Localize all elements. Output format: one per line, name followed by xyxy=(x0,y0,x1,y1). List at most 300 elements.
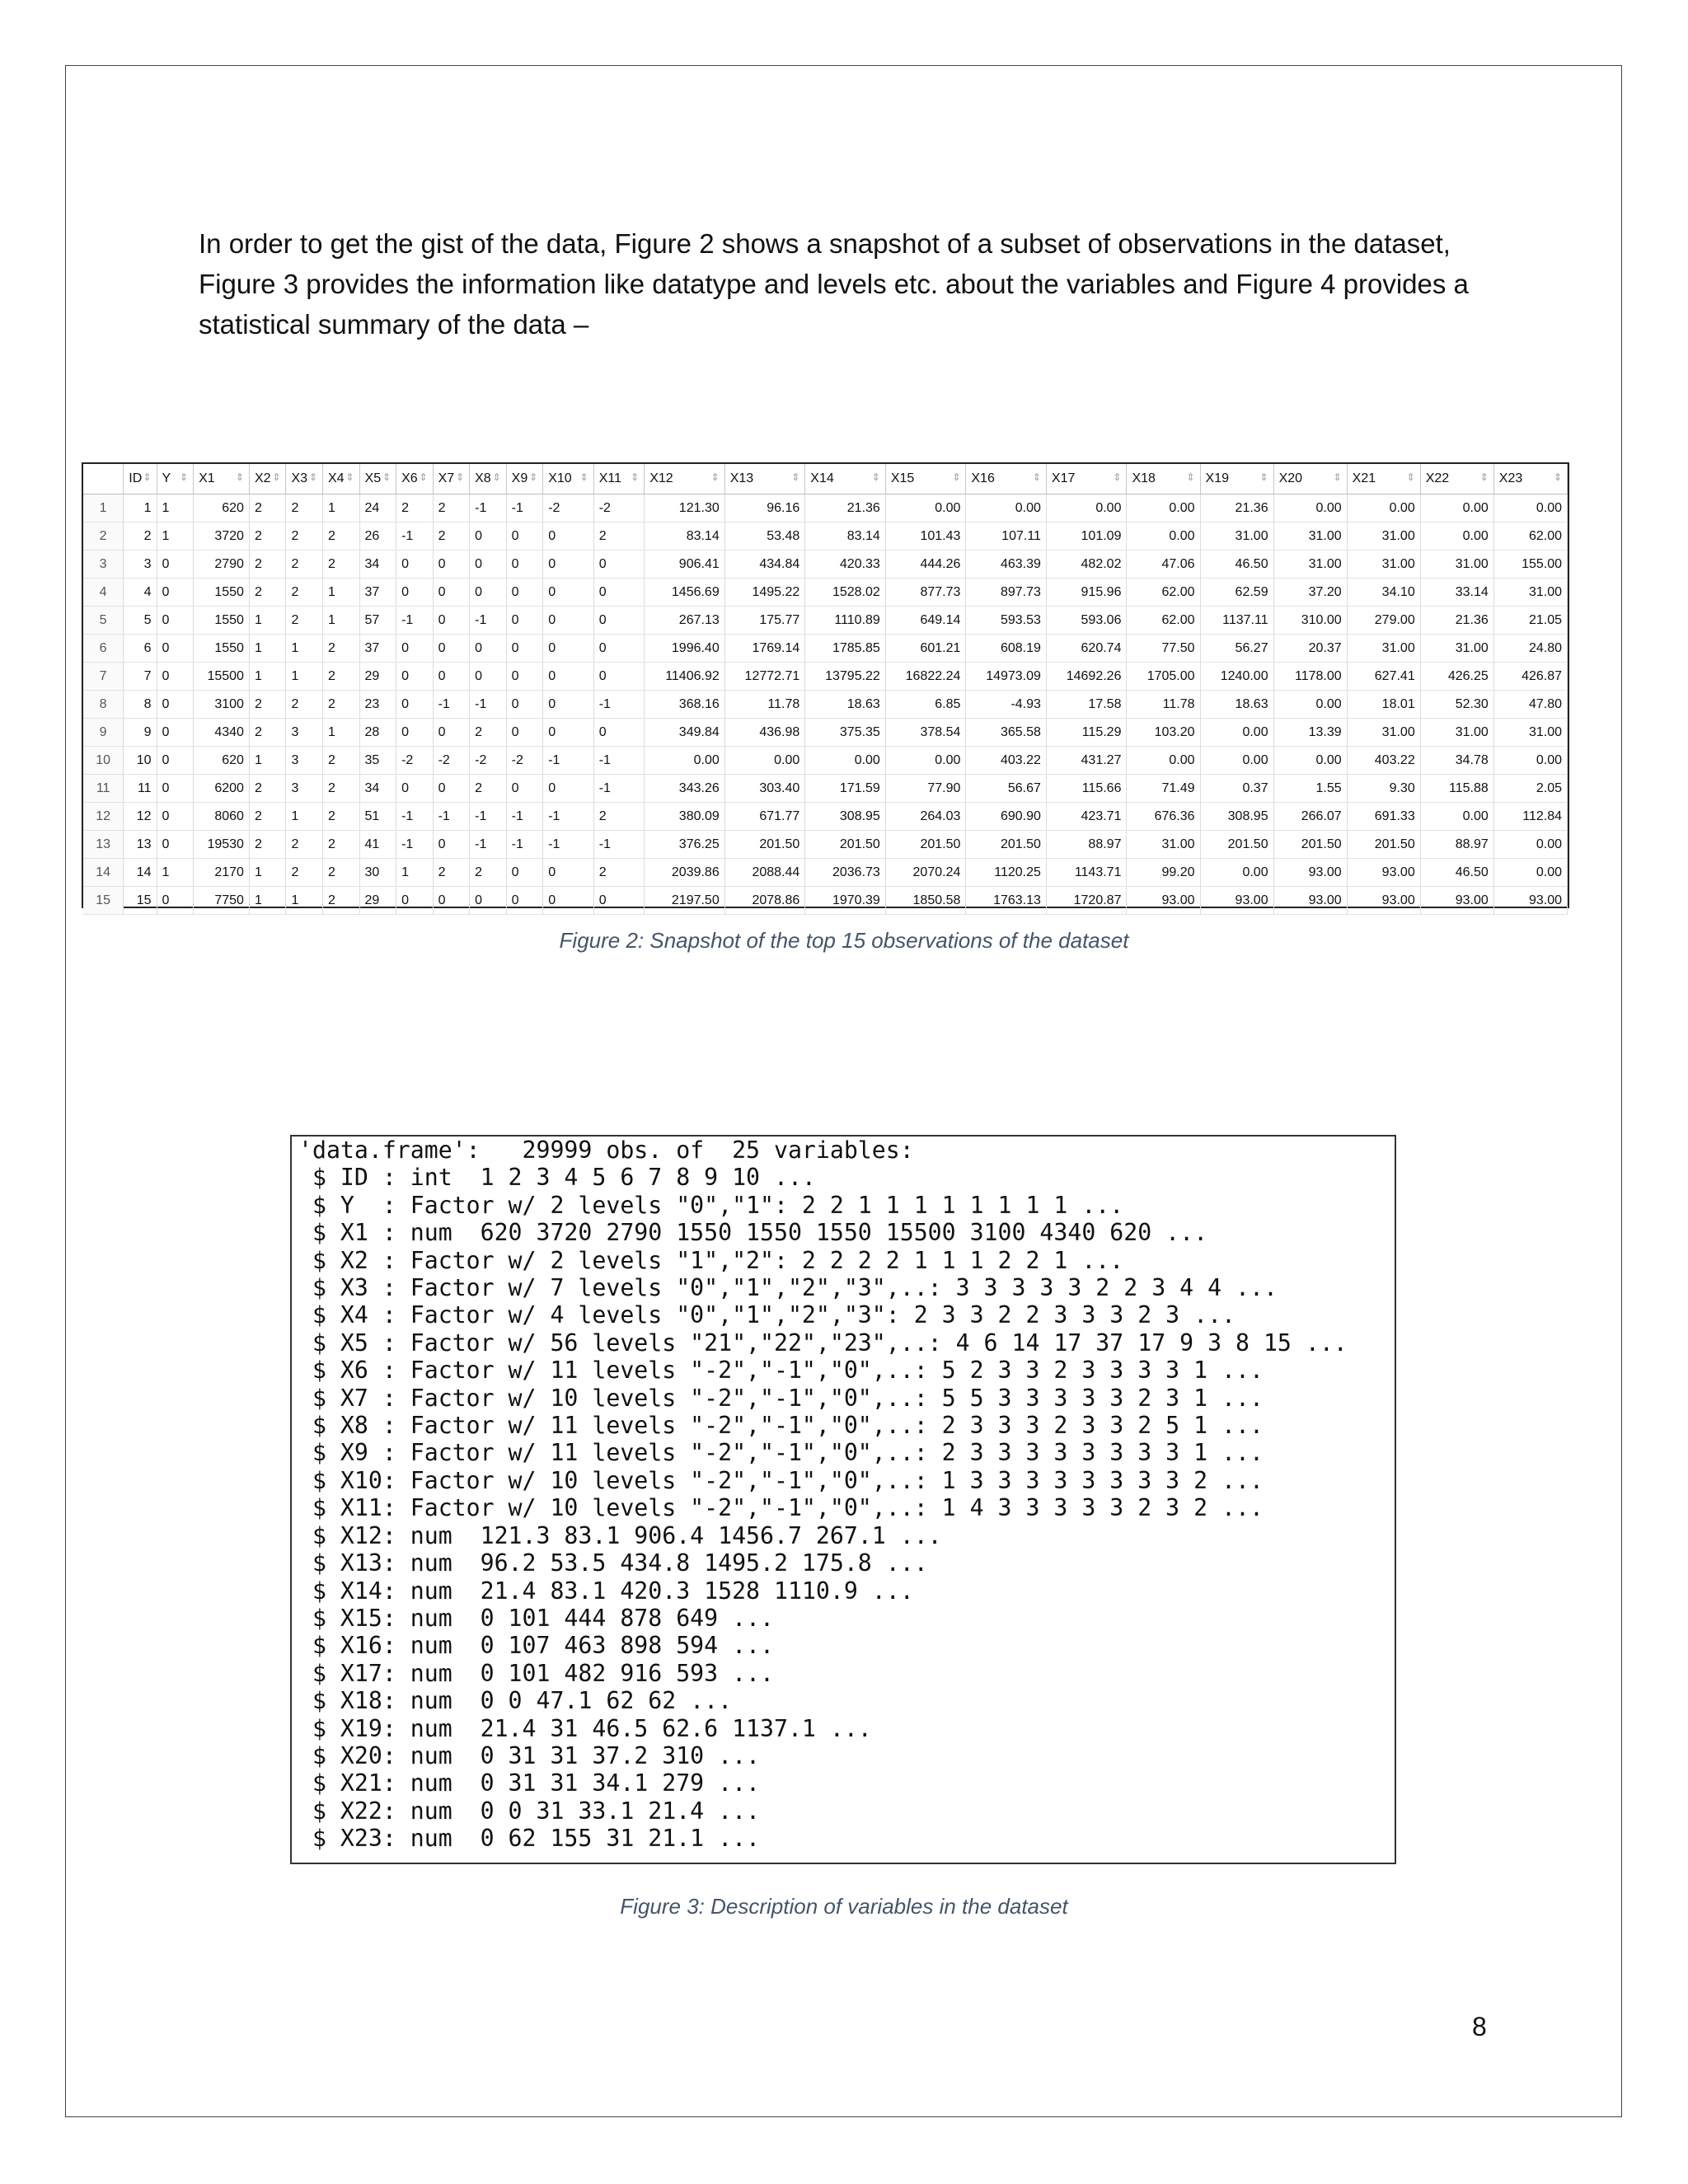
table-cell: 201.50 xyxy=(1273,831,1347,859)
table-cell: 31.00 xyxy=(1420,551,1493,579)
table-cell: 62.00 xyxy=(1127,579,1200,607)
table-cell: 47.80 xyxy=(1493,691,1567,719)
table-cell: 0.37 xyxy=(1200,775,1273,803)
sort-icon[interactable]: ⇕ xyxy=(345,471,354,483)
column-header-x12[interactable] xyxy=(645,464,725,494)
console-line: $ Y : Factor w/ 2 levels "0","1": 2 2 1 1 1 1 1 1 1 1 ... xyxy=(298,1191,1124,1219)
table-cell: -2 xyxy=(506,747,543,775)
table-cell: 37.20 xyxy=(1273,579,1347,607)
row-number: 3 xyxy=(83,551,124,579)
column-header-x13[interactable] xyxy=(724,464,805,494)
console-line: $ X21: num 0 31 31 34.1 279 ... xyxy=(298,1769,761,1797)
column-header-x22[interactable] xyxy=(1420,464,1493,494)
sort-icon[interactable]: ⇕ xyxy=(952,471,961,483)
column-header-x14[interactable] xyxy=(805,464,886,494)
page-number: 8 xyxy=(1472,2012,1487,2041)
console-line: $ X23: num 0 62 155 31 21.1 ... xyxy=(298,1825,761,1853)
table-cell: 12 xyxy=(124,803,157,831)
sort-icon[interactable]: ⇕ xyxy=(579,471,588,483)
table-cell: 915.96 xyxy=(1046,579,1127,607)
table-cell: -1 xyxy=(506,831,543,859)
table-cell: 14973.09 xyxy=(966,663,1047,691)
column-header-label: X2 xyxy=(254,471,271,485)
row-number: 5 xyxy=(83,607,124,635)
column-header-label: X18 xyxy=(1132,471,1156,485)
table-cell: 9 xyxy=(124,719,157,747)
table-cell: -2 xyxy=(396,747,434,775)
table-cell: 3 xyxy=(286,775,323,803)
table-cell: 1 xyxy=(157,859,194,887)
table-cell: 376.25 xyxy=(645,831,725,859)
table-cell: 0 xyxy=(157,719,194,747)
table-cell: 482.02 xyxy=(1046,551,1127,579)
column-header-id[interactable] xyxy=(124,464,157,494)
table-cell: 3 xyxy=(286,747,323,775)
sort-icon[interactable]: ⇕ xyxy=(180,471,189,483)
sort-icon[interactable]: ⇕ xyxy=(382,471,392,483)
table-cell: 1 xyxy=(249,663,286,691)
table-cell: 14692.26 xyxy=(1046,663,1127,691)
table-cell: 34.10 xyxy=(1347,579,1420,607)
table-cell: 1 xyxy=(396,859,434,887)
console-line: $ X14: num 21.4 83.1 420.3 1528 1110.9 ... xyxy=(298,1577,914,1605)
table-cell: -1 xyxy=(433,803,470,831)
table-cell: 93.00 xyxy=(1420,887,1493,915)
column-header-x20[interactable] xyxy=(1273,464,1347,494)
table-cell: 0 xyxy=(470,663,507,691)
table-cell: -1 xyxy=(593,775,645,803)
table-cell: 0 xyxy=(396,551,434,579)
table-cell: -1 xyxy=(543,803,594,831)
console-line: $ X6 : Factor w/ 11 levels "-2","-1","0",..: 5 2 3 3 2 3 3 3 3 1 ... xyxy=(298,1357,1264,1385)
table-cell: 77.50 xyxy=(1127,635,1200,663)
table-cell: 897.73 xyxy=(966,579,1047,607)
sort-icon[interactable]: ⇕ xyxy=(710,471,720,483)
table-cell: 2 xyxy=(323,831,360,859)
column-header-x5[interactable] xyxy=(359,464,396,494)
table-cell: 3100 xyxy=(194,691,250,719)
table-cell: 691.33 xyxy=(1347,803,1420,831)
table-cell: 18.63 xyxy=(805,691,886,719)
table-cell: 4 xyxy=(124,579,157,607)
table-cell: 349.84 xyxy=(645,719,725,747)
table-cell: 31.00 xyxy=(1200,523,1273,551)
table-cell: 13.39 xyxy=(1273,719,1347,747)
sort-icon[interactable]: ⇕ xyxy=(871,471,880,483)
table-cell: 0 xyxy=(506,607,543,635)
table-cell: -1 xyxy=(433,691,470,719)
table-cell: 0 xyxy=(157,635,194,663)
table-cell: 0 xyxy=(396,663,434,691)
table-cell: 303.40 xyxy=(724,775,805,803)
table-cell: 0 xyxy=(433,635,470,663)
table-cell: 0 xyxy=(433,607,470,635)
table-cell: -2 xyxy=(543,494,594,523)
table-cell: 29 xyxy=(359,663,396,691)
table-cell: 0 xyxy=(506,691,543,719)
table-cell: 0 xyxy=(433,579,470,607)
table-cell: 21.36 xyxy=(1200,494,1273,523)
table-cell: 0 xyxy=(470,635,507,663)
table-cell: 1 xyxy=(249,607,286,635)
table-cell: 266.07 xyxy=(1273,803,1347,831)
table-cell: 1763.13 xyxy=(966,887,1047,915)
table-cell: 426.25 xyxy=(1420,663,1493,691)
table-cell: 267.13 xyxy=(645,607,725,635)
sort-icon[interactable]: ⇕ xyxy=(1032,471,1041,483)
column-header-label: X9 xyxy=(511,471,528,485)
table-cell: 0.00 xyxy=(1200,747,1273,775)
table-cell: 46.50 xyxy=(1200,551,1273,579)
table-cell: 2 xyxy=(323,663,360,691)
row-number: 6 xyxy=(83,635,124,663)
table-cell: 426.87 xyxy=(1493,663,1567,691)
table-cell: 175.77 xyxy=(724,607,805,635)
table-cell: 1 xyxy=(323,579,360,607)
column-header-x16[interactable] xyxy=(966,464,1047,494)
table-cell: 0 xyxy=(543,635,594,663)
sort-icon[interactable]: ⇕ xyxy=(1333,471,1342,483)
table-cell: 2 xyxy=(286,859,323,887)
table-cell: 1 xyxy=(249,859,286,887)
table-cell: 83.14 xyxy=(805,523,886,551)
table-cell: -1 xyxy=(396,607,434,635)
table-cell: 0 xyxy=(506,663,543,691)
table-cell: -1 xyxy=(396,523,434,551)
column-header-label: X6 xyxy=(401,471,418,485)
console-line: $ X1 : num 620 3720 2790 1550 1550 1550 15500 3100 4340 620 ... xyxy=(298,1219,1208,1247)
data-table xyxy=(83,464,1568,915)
table-cell: 2.05 xyxy=(1493,775,1567,803)
table-cell: 3 xyxy=(286,719,323,747)
table-cell: 0 xyxy=(157,747,194,775)
table-cell: 0 xyxy=(543,523,594,551)
table-cell: 0.00 xyxy=(805,747,886,775)
column-header-x23[interactable] xyxy=(1493,464,1567,494)
console-line: 'data.frame': 29999 obs. of 25 variables: xyxy=(298,1137,914,1164)
sort-icon[interactable]: ⇕ xyxy=(1479,471,1489,483)
table-cell: 21.36 xyxy=(805,494,886,523)
table-row xyxy=(83,747,1568,775)
table-cell: 2 xyxy=(470,775,507,803)
table-cell: 0 xyxy=(433,775,470,803)
console-line: $ X10: Factor w/ 10 levels "-2","-1","0",..: 1 3 3 3 3 3 3 3 3 2 ... xyxy=(298,1466,1264,1494)
table-cell: 3720 xyxy=(194,523,250,551)
table-cell: -4.93 xyxy=(966,691,1047,719)
table-cell: 1996.40 xyxy=(645,635,725,663)
table-cell: 11.78 xyxy=(724,691,805,719)
table-cell: 308.95 xyxy=(1200,803,1273,831)
sort-icon[interactable]: ⇕ xyxy=(529,471,538,483)
table-cell: 1 xyxy=(249,887,286,915)
table-cell: 2 xyxy=(124,523,157,551)
table-cell: 71.49 xyxy=(1127,775,1200,803)
column-header-label: ID xyxy=(129,471,143,485)
table-cell: 2 xyxy=(249,494,286,523)
table-cell: 403.22 xyxy=(966,747,1047,775)
sort-icon[interactable]: ⇕ xyxy=(272,471,281,483)
table-cell: 2197.50 xyxy=(645,887,725,915)
table-cell: 6.85 xyxy=(885,691,966,719)
console-line: $ X17: num 0 101 482 916 593 ... xyxy=(298,1659,774,1687)
table-cell: 0 xyxy=(543,887,594,915)
table-cell: 7750 xyxy=(194,887,250,915)
column-header-x19[interactable] xyxy=(1200,464,1273,494)
table-cell: 1 xyxy=(249,747,286,775)
intro-paragraph: In order to get the gist of the data, Figure 2 shows a snapshot of a subset of observations in the dataset, Figure 3 provides the information like datatype and levels etc. about the variables and Figure 4 provides a statistical summary of the data – xyxy=(199,228,1469,340)
table-cell: 0 xyxy=(543,551,594,579)
table-cell: 1 xyxy=(286,803,323,831)
table-row xyxy=(83,803,1568,831)
table-cell: 31.00 xyxy=(1420,719,1493,747)
table-cell: 0 xyxy=(157,803,194,831)
table-row xyxy=(83,523,1568,551)
console-line: $ X19: num 21.4 31 46.5 62.6 1137.1 ... xyxy=(298,1714,872,1742)
table-cell: 31.00 xyxy=(1493,579,1567,607)
table-cell: 593.06 xyxy=(1046,607,1127,635)
column-header-x4[interactable] xyxy=(323,464,360,494)
column-header-label: X22 xyxy=(1425,471,1450,485)
table-cell: 671.77 xyxy=(724,803,805,831)
table-cell: 17.58 xyxy=(1046,691,1127,719)
table-cell: -1 xyxy=(470,494,507,523)
column-header-label: X7 xyxy=(438,471,455,485)
table-cell: 0.00 xyxy=(1273,494,1347,523)
table-cell: 0 xyxy=(506,635,543,663)
sort-icon[interactable]: ⇕ xyxy=(1186,471,1195,483)
table-cell: 52.30 xyxy=(1420,691,1493,719)
column-header-x17[interactable] xyxy=(1046,464,1127,494)
sort-icon[interactable]: ⇕ xyxy=(1406,471,1415,483)
table-cell: 375.35 xyxy=(805,719,886,747)
column-header-label: X13 xyxy=(729,471,754,485)
console-line: $ X13: num 96.2 53.5 434.8 1495.2 175.8 ... xyxy=(298,1549,928,1577)
table-cell: 201.50 xyxy=(724,831,805,859)
table-cell: 5 xyxy=(124,607,157,635)
table-cell: 31.00 xyxy=(1347,551,1420,579)
table-row xyxy=(83,494,1568,523)
table-cell: 0 xyxy=(506,887,543,915)
table-cell: 0.00 xyxy=(1493,859,1567,887)
row-number: 1 xyxy=(83,494,124,523)
table-cell: 31.00 xyxy=(1347,635,1420,663)
table-cell: 1 xyxy=(286,635,323,663)
table-cell: 2 xyxy=(470,859,507,887)
table-cell: 30 xyxy=(359,859,396,887)
console-line: $ X5 : Factor w/ 56 levels "21","22","23",..: 4 6 14 17 37 17 9 3 8 15 ... xyxy=(298,1329,1348,1357)
table-cell: 10 xyxy=(124,747,157,775)
column-header-x18[interactable] xyxy=(1127,464,1200,494)
table-cell: 2 xyxy=(433,494,470,523)
sort-icon[interactable]: ⇕ xyxy=(791,471,800,483)
console-line: $ X4 : Factor w/ 4 levels "0","1","2","3": 2 3 3 2 2 3 3 3 2 3 ... xyxy=(298,1301,1236,1329)
sort-icon[interactable]: ⇕ xyxy=(419,471,428,483)
table-row xyxy=(83,859,1568,887)
table-cell: 1178.00 xyxy=(1273,663,1347,691)
table-cell: 0 xyxy=(543,775,594,803)
table-cell: 0.00 xyxy=(966,494,1047,523)
column-header-x11[interactable] xyxy=(593,464,645,494)
table-cell: 0 xyxy=(433,551,470,579)
column-header-x3[interactable] xyxy=(286,464,323,494)
table-cell: 649.14 xyxy=(885,607,966,635)
table-cell: 2 xyxy=(249,831,286,859)
row-number: 9 xyxy=(83,719,124,747)
table-cell: 1 xyxy=(157,494,194,523)
table-cell: 0 xyxy=(157,663,194,691)
table-cell: 115.66 xyxy=(1046,775,1127,803)
table-cell: 2 xyxy=(593,859,645,887)
table-cell: -1 xyxy=(543,747,594,775)
table-cell: 0.00 xyxy=(1127,494,1200,523)
table-cell: 2 xyxy=(286,551,323,579)
sort-icon[interactable]: ⇕ xyxy=(492,471,501,483)
table-cell: -2 xyxy=(593,494,645,523)
table-cell: -1 xyxy=(470,691,507,719)
column-header-label: X3 xyxy=(291,471,308,485)
table-cell: 19530 xyxy=(194,831,250,859)
table-cell: 171.59 xyxy=(805,775,886,803)
table-cell: 1120.25 xyxy=(966,859,1047,887)
table-cell: 279.00 xyxy=(1347,607,1420,635)
table-cell: 310.00 xyxy=(1273,607,1347,635)
table-cell: -1 xyxy=(593,831,645,859)
table-cell: 13 xyxy=(124,831,157,859)
table-cell: 0.00 xyxy=(1420,494,1493,523)
table-cell: 0 xyxy=(543,859,594,887)
table-cell: 16822.24 xyxy=(885,663,966,691)
table-cell: 56.67 xyxy=(966,775,1047,803)
table-cell: -1 xyxy=(396,831,434,859)
table-cell: 365.58 xyxy=(966,719,1047,747)
sort-icon[interactable]: ⇕ xyxy=(1113,471,1122,483)
table-cell: 1 xyxy=(157,523,194,551)
table-cell: 93.00 xyxy=(1273,859,1347,887)
row-number: 12 xyxy=(83,803,124,831)
table-cell: 18.01 xyxy=(1347,691,1420,719)
table-cell: 2 xyxy=(249,551,286,579)
table-cell: 676.36 xyxy=(1127,803,1200,831)
table-cell: 11.78 xyxy=(1127,691,1200,719)
column-header-y[interactable] xyxy=(157,464,194,494)
table-cell: 34 xyxy=(359,551,396,579)
table-cell: 2 xyxy=(249,775,286,803)
sort-icon[interactable]: ⇕ xyxy=(456,471,465,483)
table-cell: 2 xyxy=(323,803,360,831)
table-cell: 1785.85 xyxy=(805,635,886,663)
table-cell: 0 xyxy=(157,775,194,803)
table-cell: 1720.87 xyxy=(1046,887,1127,915)
table-cell: -1 xyxy=(506,494,543,523)
column-header-x21[interactable] xyxy=(1347,464,1420,494)
table-cell: 1 xyxy=(323,494,360,523)
data-table-figure xyxy=(82,462,1569,908)
table-cell: 2170 xyxy=(194,859,250,887)
table-cell: 403.22 xyxy=(1347,747,1420,775)
table-cell: 0.00 xyxy=(1200,859,1273,887)
table-cell: 121.30 xyxy=(645,494,725,523)
table-cell: 101.09 xyxy=(1046,523,1127,551)
table-cell: 103.20 xyxy=(1127,719,1200,747)
sort-icon[interactable]: ⇕ xyxy=(1553,471,1562,483)
table-cell: 0.00 xyxy=(1273,747,1347,775)
table-cell: 9.30 xyxy=(1347,775,1420,803)
column-header-x6[interactable] xyxy=(396,464,434,494)
column-header-label: X16 xyxy=(971,471,995,485)
table-cell: 378.54 xyxy=(885,719,966,747)
table-cell: 1 xyxy=(323,719,360,747)
table-row xyxy=(83,663,1568,691)
table-cell: 0 xyxy=(157,551,194,579)
table-cell: 2 xyxy=(593,523,645,551)
table-cell: 51 xyxy=(359,803,396,831)
table-cell: 8060 xyxy=(194,803,250,831)
table-cell: 31.00 xyxy=(1420,635,1493,663)
column-header-x7[interactable] xyxy=(433,464,470,494)
table-row xyxy=(83,551,1568,579)
table-cell: 0 xyxy=(470,887,507,915)
table-cell: 3 xyxy=(124,551,157,579)
table-cell: 2 xyxy=(470,719,507,747)
sort-icon[interactable]: ⇕ xyxy=(631,471,640,483)
table-cell: 0 xyxy=(396,691,434,719)
table-cell: 11406.92 xyxy=(645,663,725,691)
table-cell: 83.14 xyxy=(645,523,725,551)
table-cell: 627.41 xyxy=(1347,663,1420,691)
table-cell: 88.97 xyxy=(1046,831,1127,859)
sort-icon[interactable]: ⇕ xyxy=(143,471,152,483)
column-header-label: X14 xyxy=(810,471,834,485)
table-cell: 2 xyxy=(323,859,360,887)
column-header-x9[interactable] xyxy=(506,464,543,494)
sort-icon[interactable]: ⇕ xyxy=(308,471,317,483)
table-cell: 15 xyxy=(124,887,157,915)
table-cell: 13795.22 xyxy=(805,663,886,691)
table-cell: 0 xyxy=(543,663,594,691)
column-header-label: X11 xyxy=(598,471,621,485)
table-cell: 431.27 xyxy=(1046,747,1127,775)
column-header-x10[interactable] xyxy=(543,464,594,494)
column-header-label: X15 xyxy=(890,471,915,485)
column-header-x2[interactable] xyxy=(249,464,286,494)
table-cell: 2039.86 xyxy=(645,859,725,887)
table-cell: 620 xyxy=(194,747,250,775)
table-cell: 0.00 xyxy=(724,747,805,775)
table-cell: 2 xyxy=(249,579,286,607)
column-header-x1[interactable] xyxy=(194,464,250,494)
table-cell: 0 xyxy=(543,691,594,719)
sort-icon[interactable]: ⇕ xyxy=(235,471,244,483)
column-header-label: Y xyxy=(162,471,171,485)
table-cell: 906.41 xyxy=(645,551,725,579)
table-cell: 0.00 xyxy=(885,494,966,523)
console-line: $ X20: num 0 31 31 37.2 310 ... xyxy=(298,1741,761,1769)
table-cell: 0 xyxy=(396,719,434,747)
sort-icon[interactable]: ⇕ xyxy=(1259,471,1268,483)
table-cell: 14 xyxy=(124,859,157,887)
column-header-x15[interactable] xyxy=(885,464,966,494)
table-cell: 0 xyxy=(543,719,594,747)
table-cell: 88.97 xyxy=(1420,831,1493,859)
table-cell: 0 xyxy=(157,691,194,719)
table-cell: 0 xyxy=(506,719,543,747)
column-header-x8[interactable] xyxy=(470,464,507,494)
table-cell: 2 xyxy=(249,691,286,719)
table-cell: -1 xyxy=(593,691,645,719)
row-number-header xyxy=(83,464,124,494)
table-cell: 41 xyxy=(359,831,396,859)
table-cell: -1 xyxy=(470,803,507,831)
